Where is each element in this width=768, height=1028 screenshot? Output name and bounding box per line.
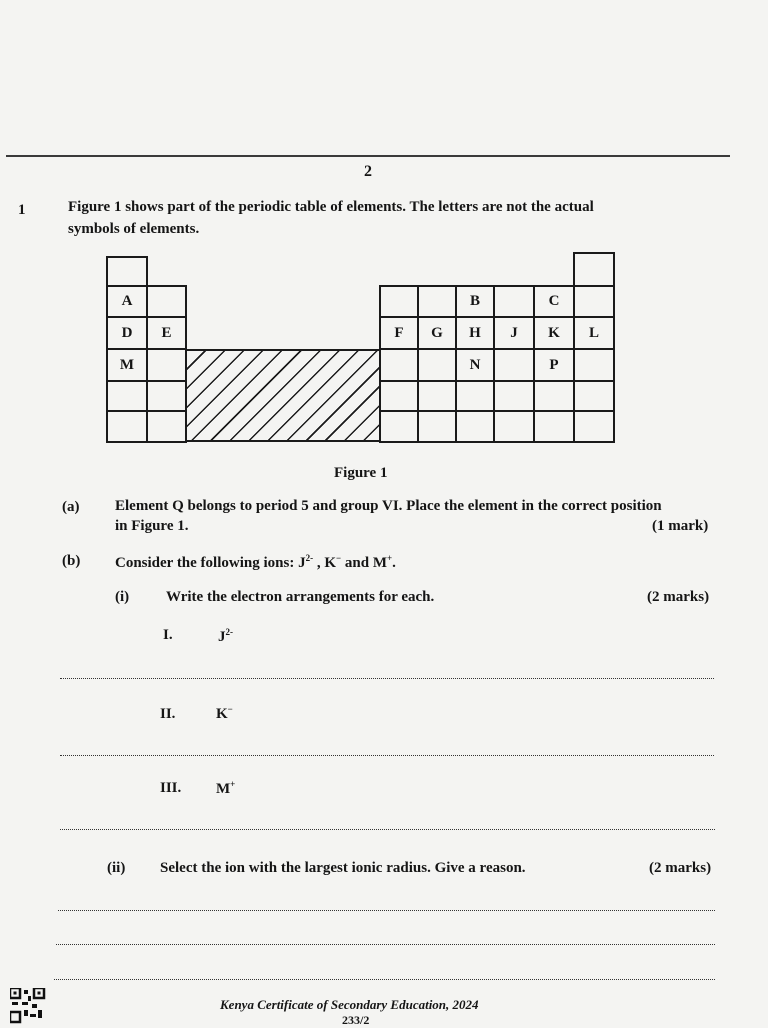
item-roman-3: III.: [160, 780, 182, 796]
part-b-text: [115, 553, 396, 572]
table-cell[interactable]: [146, 348, 187, 382]
header-rule: [6, 155, 730, 157]
intro-text-line2: symbols of elements.: [68, 221, 200, 237]
ion-m-charge: +: [387, 553, 393, 563]
part-bi-text: Write the electron arrangements for each.: [166, 589, 435, 605]
cell-label: E: [161, 324, 172, 341]
table-cell[interactable]: [573, 285, 615, 318]
qr-code-icon: [10, 988, 46, 1024]
part-a-line1: Element Q belongs to period 5 and group VI. Place the element in the correct position: [115, 498, 662, 514]
cell-label: P: [549, 356, 559, 373]
table-cell[interactable]: [379, 410, 419, 443]
part-b-label: (b): [62, 553, 81, 569]
table-cell-d[interactable]: [106, 316, 148, 350]
cell-label: J: [510, 324, 518, 341]
table-cell-h[interactable]: [455, 316, 495, 350]
table-cell[interactable]: [455, 410, 495, 443]
answer-line[interactable]: [56, 944, 715, 945]
answer-line[interactable]: [60, 678, 714, 679]
page-number: 2: [364, 163, 372, 180]
part-bii-label: (ii): [107, 860, 126, 876]
ion-m: M: [372, 555, 387, 571]
part-bii-marks: (2 marks): [649, 860, 712, 876]
table-cell[interactable]: [379, 380, 419, 412]
cell-label: D: [121, 324, 133, 341]
answer-line[interactable]: [60, 829, 715, 830]
suffix: .: [392, 555, 396, 571]
cell-label: H: [469, 324, 481, 341]
intro-text-line1: shows part of the periodic table of elements. The letters are not the actual: [121, 199, 594, 215]
table-cell-c[interactable]: [533, 285, 575, 318]
cell-label: K: [548, 324, 560, 341]
part-bi-marks: (2 marks): [647, 589, 710, 605]
table-cell-j[interactable]: [493, 316, 535, 350]
ion-j-charge: 2-: [305, 553, 314, 563]
cell-label: A: [121, 293, 133, 309]
footer-exam-title: Kenya Certificate of Secondary Education, 2024: [220, 997, 479, 1012]
part-a-line2: in Figure 1.: [115, 518, 189, 534]
table-cell[interactable]: [417, 410, 457, 443]
cell-label: B: [469, 293, 480, 309]
separator: ,: [313, 555, 325, 571]
cell-label: M: [119, 356, 135, 373]
answer-line[interactable]: [60, 755, 714, 756]
figure-caption: Figure 1: [334, 465, 388, 481]
table-cell[interactable]: [146, 380, 187, 412]
ion-k: K: [324, 555, 336, 571]
answer-line[interactable]: [54, 979, 715, 980]
table-cell-p[interactable]: [533, 348, 575, 382]
table-cell[interactable]: [455, 380, 495, 412]
question-intro: [68, 196, 668, 240]
table-cell[interactable]: [106, 410, 148, 443]
item-ion-3: [216, 779, 235, 798]
part-b-prefix: Consider the following ions:: [115, 555, 299, 571]
table-cell[interactable]: [106, 256, 148, 287]
table-cell-l[interactable]: [573, 316, 615, 350]
ion-charge: −: [227, 704, 233, 714]
table-cell[interactable]: [493, 348, 535, 382]
table-cell[interactable]: [493, 380, 535, 412]
transition-block-hatched: [185, 349, 381, 442]
intro-figure-ref: Figure 1: [68, 199, 122, 215]
table-cell-n[interactable]: [455, 348, 495, 382]
table-cell[interactable]: [573, 380, 615, 412]
part-bi-label: (i): [115, 589, 130, 605]
table-cell[interactable]: [146, 410, 187, 443]
table-cell[interactable]: [533, 380, 575, 412]
answer-line[interactable]: [58, 910, 715, 911]
part-a-label: (a): [62, 499, 80, 515]
table-cell[interactable]: [493, 285, 535, 318]
table-cell-m[interactable]: [106, 348, 148, 382]
cell-label: C: [548, 293, 560, 309]
table-cell[interactable]: [493, 410, 535, 443]
table-cell[interactable]: [106, 380, 148, 412]
item-ion-2: [216, 704, 233, 723]
ion-symbol: K: [216, 706, 228, 722]
item-roman-1: I.: [163, 627, 173, 643]
table-cell[interactable]: [417, 285, 457, 318]
table-cell-b[interactable]: [455, 285, 495, 318]
table-cell-a[interactable]: [106, 285, 148, 318]
separator: and: [341, 555, 373, 571]
table-cell-g[interactable]: [417, 316, 457, 350]
item-roman-2: II.: [160, 706, 176, 722]
table-cell[interactable]: [533, 410, 575, 443]
ion-symbol: J: [218, 629, 226, 645]
ion-k-charge: −: [336, 553, 342, 563]
question-number: 1: [18, 202, 26, 218]
table-cell[interactable]: [573, 252, 615, 287]
ion-charge: 2-: [225, 627, 233, 637]
table-cell[interactable]: [417, 348, 457, 382]
cell-label: G: [431, 324, 443, 341]
table-cell[interactable]: [379, 285, 419, 318]
table-cell[interactable]: [573, 348, 615, 382]
cell-label: N: [469, 356, 481, 373]
footer-paper-code: 233/2: [342, 1013, 370, 1027]
item-ion-1: [218, 627, 233, 646]
table-cell[interactable]: [379, 348, 419, 382]
part-bii-text: Select the ion with the largest ionic radius. Give a reason.: [160, 860, 526, 876]
table-cell-e[interactable]: [146, 316, 187, 350]
ion-symbol: M: [216, 781, 231, 797]
part-a-marks: (1 mark): [652, 518, 709, 534]
ion-j: J: [298, 555, 306, 571]
cell-label: L: [588, 324, 599, 341]
table-cell-k[interactable]: [533, 316, 575, 350]
table-cell[interactable]: [417, 380, 457, 412]
table-cell-f[interactable]: [379, 316, 419, 350]
table-cell[interactable]: [146, 285, 187, 318]
table-cell[interactable]: [573, 410, 615, 443]
cell-label: F: [394, 324, 404, 341]
ion-charge: +: [230, 779, 236, 789]
